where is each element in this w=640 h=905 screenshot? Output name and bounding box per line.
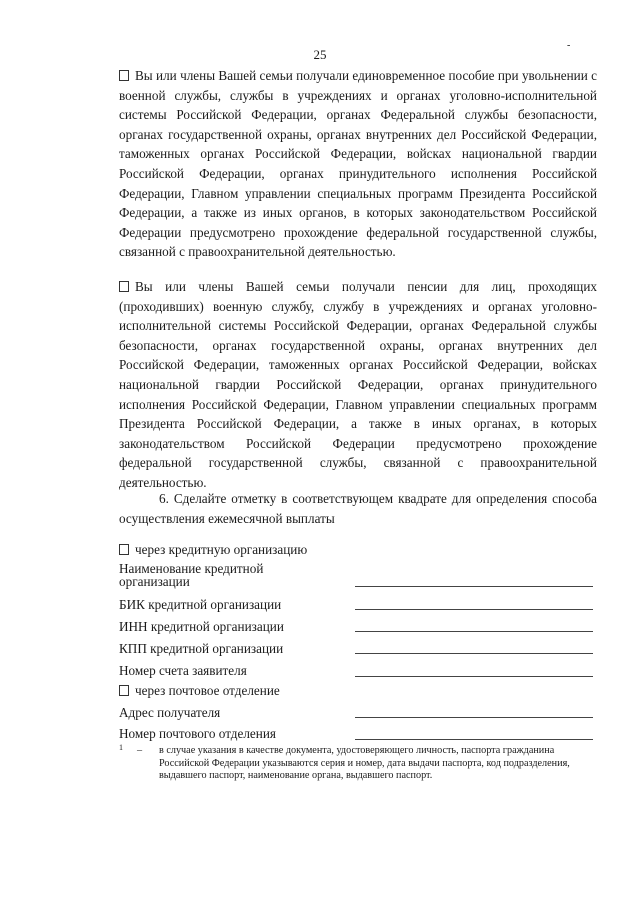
- paragraph-pension-text: Вы или члены Вашей семьи получали пенсии для лиц, проходящих (проходивших) военную службу, службу в учреждениях и органах уголовно-исполнительной системы Российской Федерации, органах Федеральной службы безопасности, органах государственной охраны, органах внутренних дел Российской Федерации, таможенных органах Российской Федерации, войсках национальной гвардии Российской Федерации, органах принудительного исполнения Российской Федерации, Главном управлении специальных программ Президента Российской Федерации, а также в иных органах, в которых законодательством Российской Федерации предусмотрено прохождение федеральной государственной службы, связанной с правоохранительной деятельностью.: [119, 279, 597, 490]
- option-post-office[interactable]: [119, 683, 280, 698]
- account-field[interactable]: [355, 676, 593, 677]
- address-field[interactable]: [355, 717, 593, 718]
- credit-org-name-field[interactable]: [355, 586, 593, 587]
- footnote-text: в случае указания в качестве документа, удостоверяющего личность, паспорта гражданина Российской Федерации указываются серия и номер, дата выдачи паспорта, код подразделения, выдавшего паспорт, наименование органа, выдавшего паспорт.: [159, 745, 570, 781]
- paragraph-lump-sum-text: Вы или члены Вашей семьи получали единовременное пособие при увольнении с военной службы, службы в учреждениях и органах уголовно-исполнительной системы Российской Федерации, органах Федеральной службы безопасности, органах государственной охраны, органах внутренних дел Российской Федерации, таможенных органах Российской Федерации, войсках национальной гвардии Российской Федерации, органах принудительного исполнения Российской Федерации, Главном управлении специальных программ Президента Российской Федерации, а также из иных органов, в которых законодательством Российской Федерации предусмотрено прохождение федеральной государственной службы, связанной с правоохранительной деятельностью.: [119, 68, 597, 260]
- page-number: 25: [313, 47, 327, 62]
- footnote-mark: 1: [119, 743, 123, 752]
- bik-field[interactable]: [355, 609, 593, 610]
- footnote: [119, 745, 597, 783]
- option-post-office-label: через почтовое отделение: [135, 683, 280, 698]
- checkbox-pension[interactable]: [119, 281, 129, 292]
- section-6-instruction: 6. Сделайте отметку в соответствующем квадрате для определения способа осуществления ежемесячной выплаты: [119, 491, 597, 526]
- label-kpp: КПП кредитной организации: [119, 641, 284, 656]
- paragraph-lump-sum-benefit: [119, 66, 597, 262]
- paragraph-pension: [119, 277, 597, 493]
- checkbox-post-office[interactable]: [119, 685, 129, 696]
- footnote-dash: –: [137, 745, 143, 756]
- label-credit-org-name-2: организации: [119, 574, 190, 589]
- label-post-office-number: Номер почтового отделения: [119, 726, 276, 741]
- checkbox-credit-org[interactable]: [119, 544, 129, 555]
- option-credit-org[interactable]: [119, 542, 307, 557]
- checkbox-lump-sum-benefit[interactable]: [119, 70, 129, 81]
- inn-field[interactable]: [355, 631, 593, 632]
- kpp-field[interactable]: [355, 653, 593, 654]
- label-account: Номер счета заявителя: [119, 663, 247, 678]
- post-office-number-field[interactable]: [355, 739, 593, 740]
- label-inn: ИНН кредитной организации: [119, 619, 284, 634]
- corner-mark: -: [567, 40, 571, 51]
- option-credit-org-label: через кредитную организацию: [135, 542, 308, 557]
- label-address: Адрес получателя: [119, 705, 221, 720]
- label-credit-org-name-1: Наименование кредитной: [119, 561, 264, 576]
- label-bik: БИК кредитной организации: [119, 597, 282, 612]
